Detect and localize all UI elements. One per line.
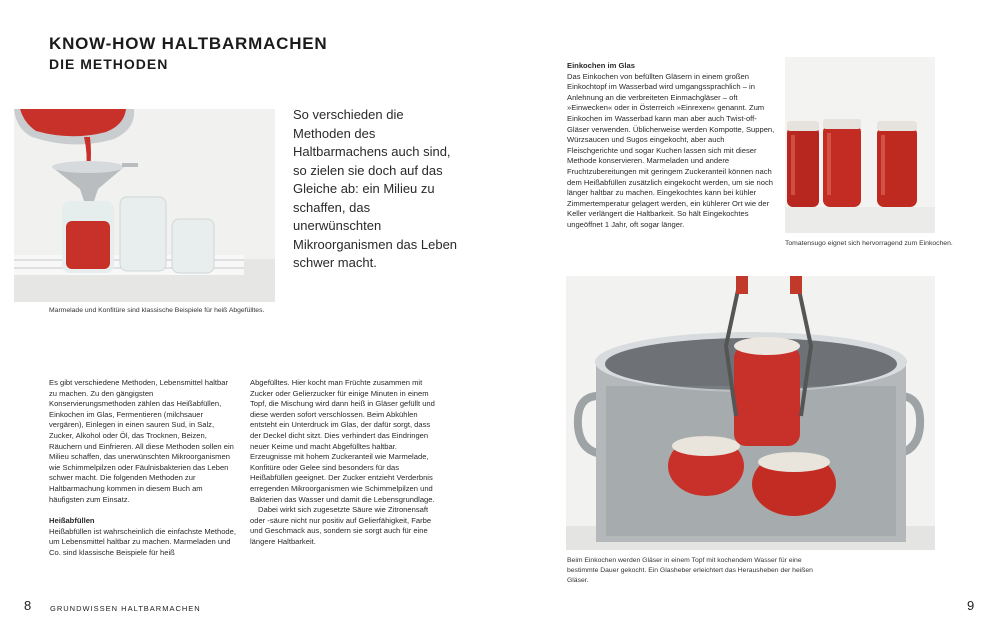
page-number-left: 8 <box>24 598 32 613</box>
body-column-1 <box>49 378 236 559</box>
paragraph: Dabei wirkt sich zugesetzte Säure wie Zitronensaft oder -säure nicht nur positiv auf Gelierfähigkeit, Farbe und Geschmack aus, sondern sie sorgt auch für eine längere Haltbarkeit. <box>250 505 432 546</box>
photo-canning-pot <box>566 276 935 550</box>
caption-jam: Marmelade und Konfitüre sind klassische Beispiele für heiß Abgefülltes. <box>49 307 265 314</box>
paragraph: Heißabfüllen ist wahrscheinlich die einfachste Methode, um Lebensmittel haltbar zu machen. Marmeladen und Co. sind klassische Beispiele für heiß <box>49 526 236 557</box>
caption-sugo: Tomatensugo eignet sich hervorragend zum Einkochen. <box>785 240 953 247</box>
body-column-3 <box>567 61 775 231</box>
intro-text: So verschieden die Methoden des Haltbarmachens auch sind, so zielen sie doch auf das Gleiche ab: ein Milieu zu schaffen, das unerwünschten Mikroorganismen das Leben schwer macht. <box>293 107 458 270</box>
paragraph: Es gibt verschiedene Methoden, Lebensmittel haltbar zu machen. Zu den gängigsten Konservierungsmethoden zählen das Heißabfüllen, Einkochen im Glas, Fermentieren (milchsauer vergären), Einlegen in einen sauren Sud, in Salz, Zucker, Alkohol oder Öl, das Trocknen, Beizen, Räuchern und Einfrieren. All diese Methoden sollen ein Milieu schaffen, das unerwünschten Mikroorganismen wie Schimmelpilzen oder Fäulnisbakterien das Leben schwer macht. Die folgenden Methoden zur Haltbarmachung kommen in diesem Buch am häufigsten zum Einsatz. <box>49 378 234 504</box>
paragraph: Das Einkochen von befüllten Gläsern in einem großen Einkochtopf im Wasserbad wird umgangssprachlich – in Anlehnung an die verbreiteten Einmachgläser – oft »Einwecken« oder in Österreich »Einrexen« genannt. Zum Einkochen im Wasserbad kann man aber auch Twist-off-Gläser verwenden. Üblicherweise werden Kompotte, Suppen, Würzsaucen und Sugos eingekocht, aber auch Fleischgerichte und sogar Kuchen lassen sich mit dieser Methode konservieren. Marmeladen und andere Fruchtzubereitungen mit geringem Zuckeranteil können nach dem Heißabfüllen zusätzlich eingekocht werden, um sie noch länger haltbar zu machen. Eingekochtes kann bei kühler Zimmertemperatur gelagert werden, ein kühlerer Ort wie der Keller verlängert die Haltbarkeit. So hält Eingekochtes ungeöffnet 1 Jahr, oft sogar länger. <box>567 71 775 229</box>
page-subtitle: DIE METHODEN <box>49 56 169 72</box>
page-number-right: 9 <box>967 598 975 613</box>
subhead-einkochen: Einkochen im Glas <box>567 61 635 70</box>
running-title: GRUNDWISSEN HALTBARMACHEN <box>50 604 201 613</box>
page-title: KNOW-HOW HALTBARMACHEN <box>49 34 328 53</box>
photo-tomato-sugo-jars <box>785 57 935 233</box>
caption-pot: Beim Einkochen werden Gläser in einem Topf mit kochendem Wasser für eine bestimmte Dauer gekocht. Ein Glasheber erleichtert das Herausheben der heißen Gläser. <box>567 557 813 584</box>
body-column-2 <box>250 378 437 548</box>
paragraph: Abgefülltes. Hier kocht man Früchte zusammen mit Zucker oder Gelierzucker für einige Minuten in einem Topf, die Mischung wird dann heiß in Gläser gefüllt und diese werden sofort verschlossen. Beim Abkühlen entsteht ein Unterdruck im Glas, der dafür sorgt, dass der Deckel dicht sitzt. Dies verhindert das Eindringen neuer Keime und macht Abgefülltes haltbar. Erzeugnisse mit hohem Zuckeranteil wie Marmelade, Konfitüre oder Gelee sind besonders für das Heißabfüllen geeignet. Der Zucker entzieht Verderbnis erregenden Mikroorganismen wie Schimmelpilzen und Bakterien das Wasser und damit die Lebensgrundlage. <box>250 378 435 504</box>
subhead-heissabfuellen: Heißabfüllen <box>49 516 95 526</box>
photo-jam-pouring <box>14 109 275 302</box>
